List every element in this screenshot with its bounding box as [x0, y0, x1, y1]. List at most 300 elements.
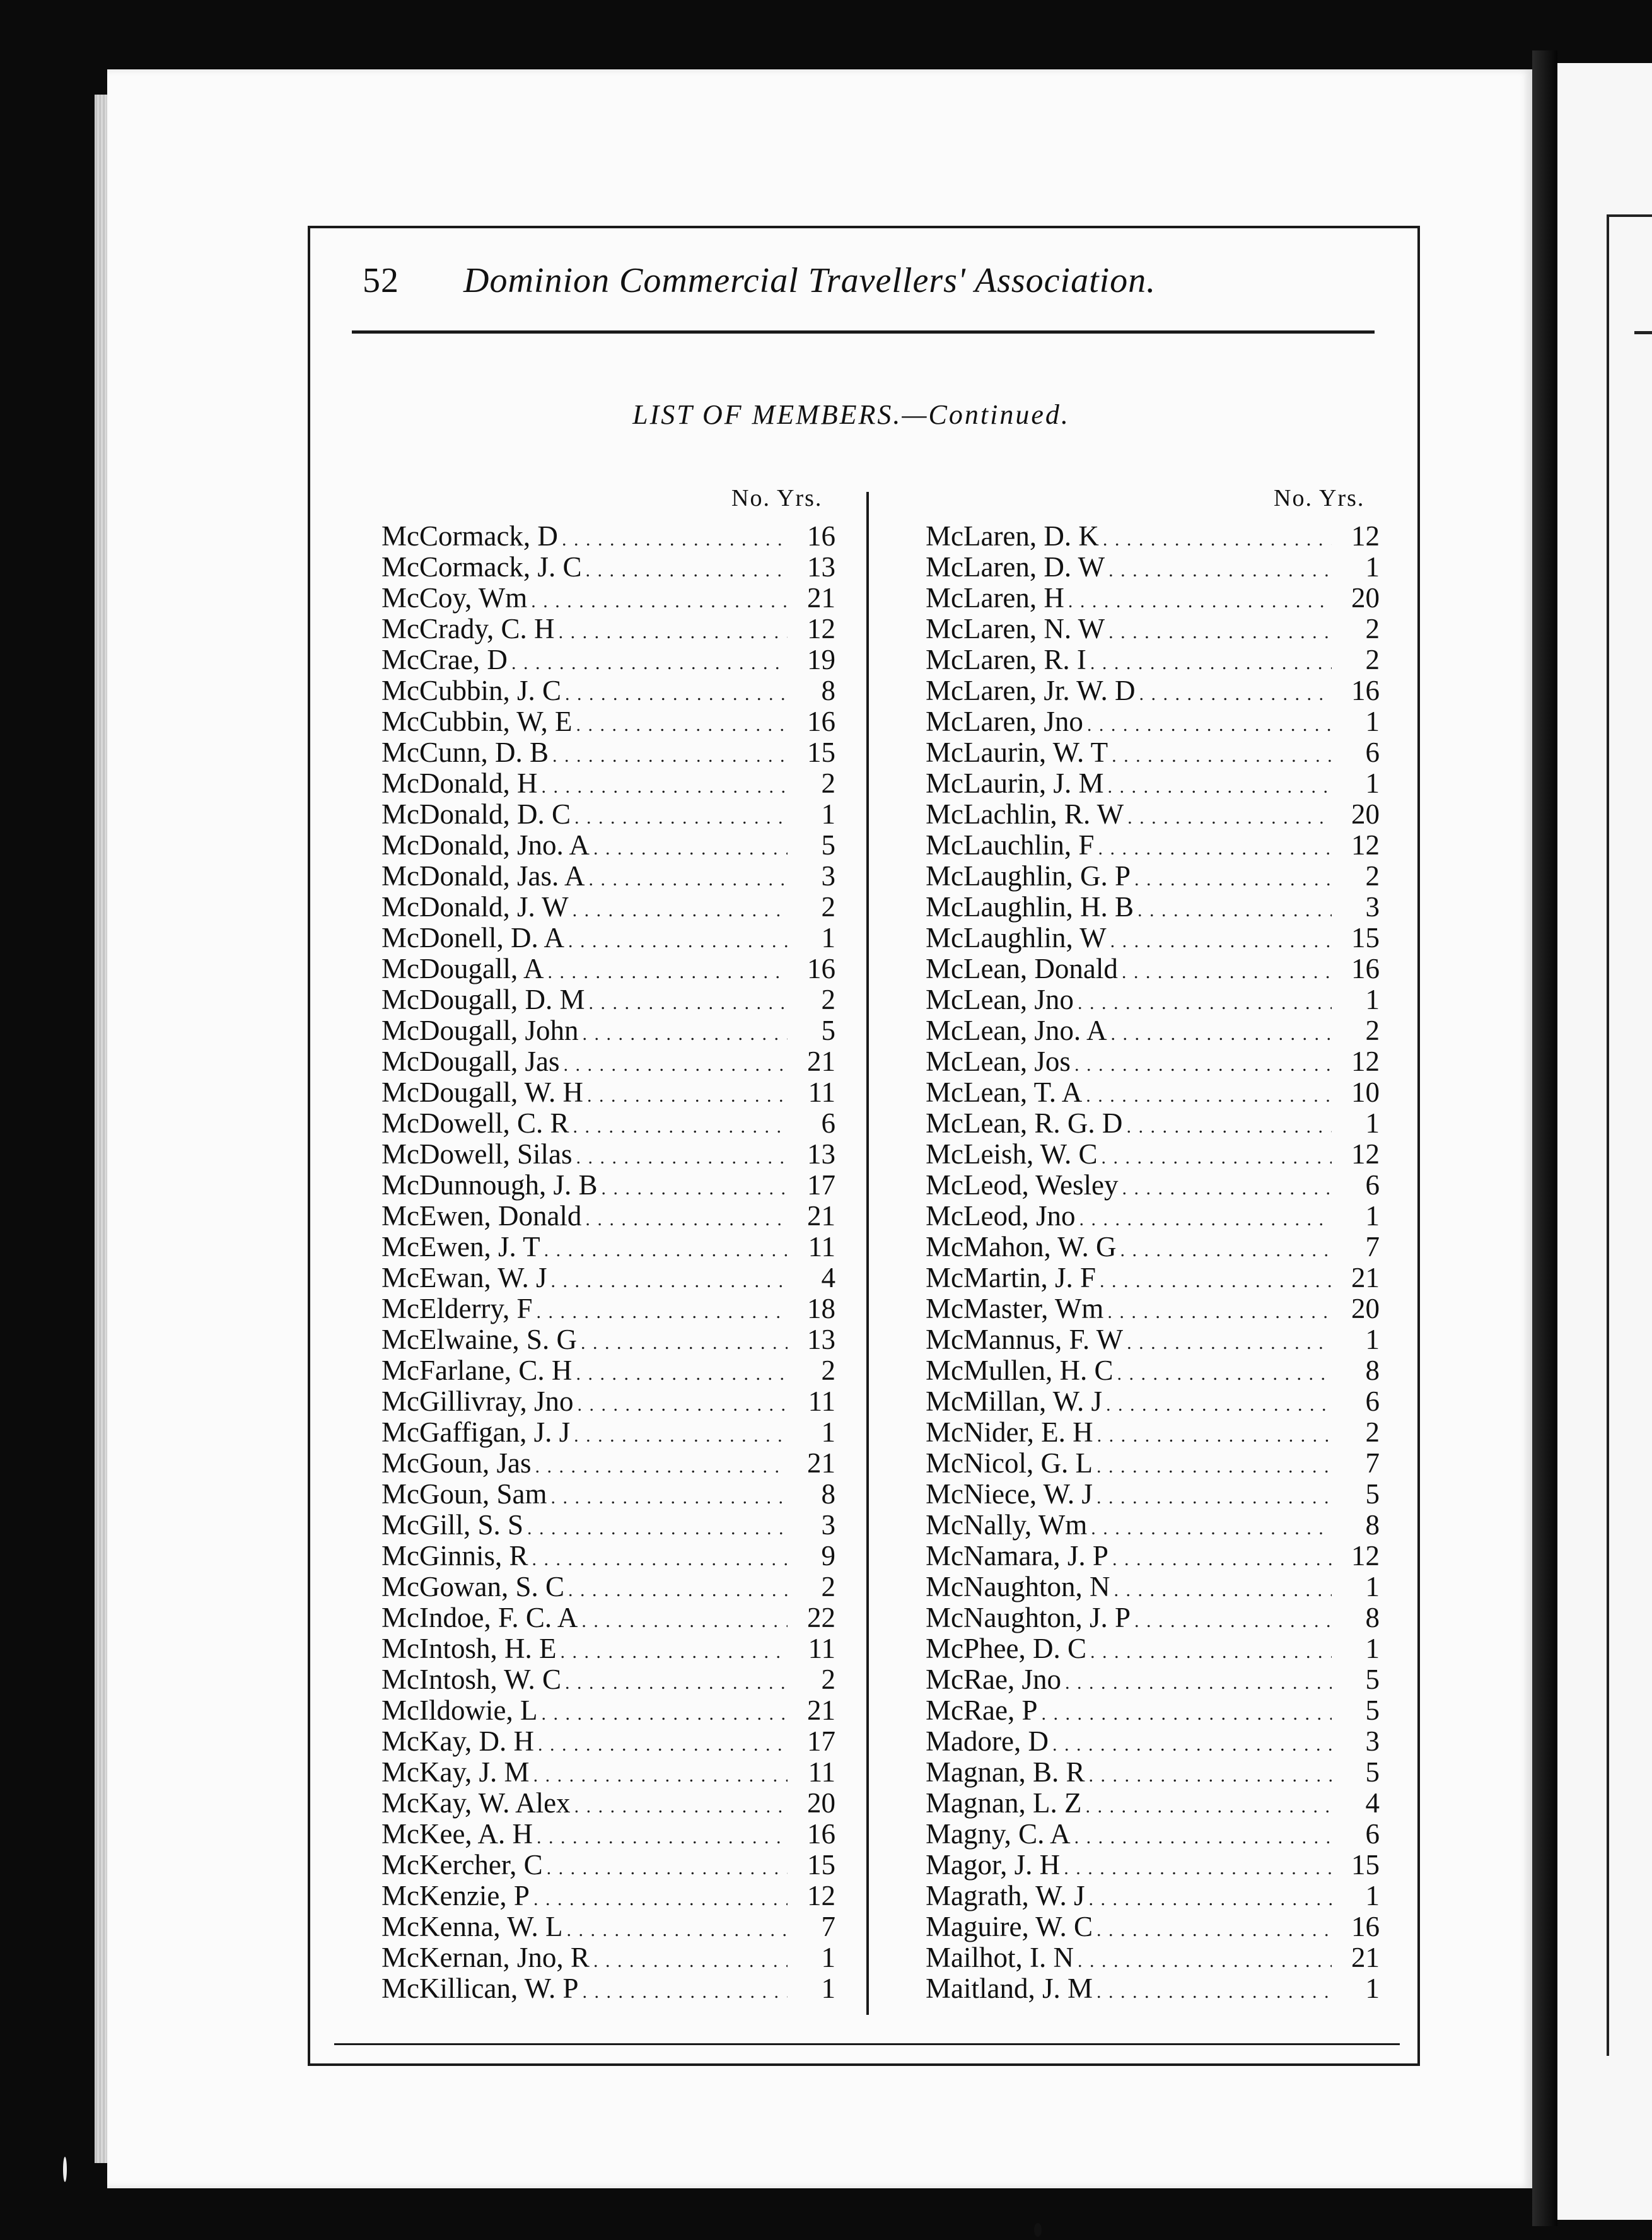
dot-leader — [527, 1510, 788, 1544]
member-name: McIldowie, L — [381, 1695, 538, 1726]
member-entry — [926, 1448, 1380, 1479]
member-years: 21 — [1351, 1262, 1380, 1293]
member-entry — [926, 1324, 1380, 1355]
member-entry — [381, 1386, 835, 1417]
member-name: McDonald, H — [381, 767, 538, 799]
member-entry — [381, 1850, 835, 1881]
member-entry — [381, 861, 835, 892]
member-years: 3 — [1365, 1725, 1380, 1757]
member-entry — [381, 768, 835, 799]
member-name: Magnan, L. Z — [926, 1787, 1082, 1819]
member-years: 12 — [1351, 829, 1380, 861]
dot-leader — [1134, 861, 1332, 895]
member-name: McLaren, D. W — [926, 551, 1105, 583]
dot-leader — [1089, 1881, 1332, 1915]
member-years: 5 — [821, 829, 835, 861]
dot-leader — [568, 1572, 788, 1606]
member-name: McMahon, W. G — [926, 1231, 1117, 1263]
member-name: McLaughlin, G. P — [926, 860, 1131, 892]
member-years: 12 — [1351, 1540, 1380, 1572]
member-years: 7 — [821, 1911, 835, 1942]
member-name: McDowell, Silas — [381, 1138, 573, 1170]
dot-leader — [1096, 1479, 1332, 1513]
member-entry — [926, 1139, 1380, 1170]
dot-leader — [576, 1139, 788, 1173]
member-years: 2 — [821, 984, 835, 1015]
member-years: 13 — [807, 1324, 835, 1355]
member-entry — [926, 1541, 1380, 1572]
member-years: 1 — [821, 798, 835, 830]
member-entry — [926, 675, 1380, 706]
member-years: 5 — [1365, 1695, 1380, 1726]
member-entry — [926, 737, 1380, 768]
member-years: 1 — [1365, 551, 1380, 583]
dot-leader — [574, 799, 788, 833]
member-entry — [926, 1355, 1380, 1386]
member-entry — [926, 830, 1380, 861]
dot-leader — [1089, 1757, 1332, 1791]
member-name: Magrath, W. J — [926, 1880, 1085, 1911]
dot-leader — [1096, 1448, 1332, 1482]
member-years: 21 — [807, 1695, 835, 1726]
member-name: McGillivray, Jno — [381, 1385, 574, 1417]
member-name: McGinnis, R — [381, 1540, 528, 1572]
member-name: McDunnough, J. B — [381, 1169, 598, 1201]
member-years: 1 — [821, 1973, 835, 2004]
dot-leader — [1127, 799, 1332, 833]
member-entry — [381, 737, 835, 768]
member-years: 12 — [807, 1880, 835, 1911]
dot-leader — [581, 1602, 788, 1636]
print-speck — [1034, 2223, 1042, 2237]
dot-leader — [1078, 1942, 1332, 1976]
member-years: 2 — [821, 767, 835, 799]
member-entry — [926, 1232, 1380, 1263]
member-entry — [926, 552, 1380, 583]
member-years: 3 — [821, 1509, 835, 1541]
member-name: McKercher, C — [381, 1849, 543, 1881]
member-years: 2 — [1365, 613, 1380, 645]
member-entry — [381, 799, 835, 830]
member-years: 16 — [1351, 675, 1380, 706]
dot-leader — [1079, 1201, 1332, 1235]
member-name: Magor, J. H — [926, 1849, 1061, 1881]
member-entry — [926, 1695, 1380, 1726]
member-name: Madore, D — [926, 1725, 1049, 1757]
dot-leader — [1100, 1263, 1332, 1297]
member-years: 9 — [821, 1540, 835, 1572]
dot-leader — [547, 1850, 788, 1884]
member-years: 20 — [1351, 582, 1380, 614]
dot-leader — [1052, 1726, 1332, 1760]
dot-leader — [541, 1695, 788, 1729]
dot-leader — [531, 583, 788, 617]
dot-leader — [563, 1046, 788, 1080]
member-entry — [926, 1015, 1380, 1046]
member-name: McIntosh, H. E — [381, 1633, 557, 1664]
member-years: 1 — [1365, 706, 1380, 737]
member-entry — [926, 1263, 1380, 1293]
header-rule — [352, 330, 1375, 334]
member-name: McLachlin, R. W — [926, 798, 1124, 830]
member-entry — [926, 1788, 1380, 1819]
member-years: 6 — [1365, 1385, 1380, 1417]
member-years: 17 — [807, 1169, 835, 1201]
member-name: McMullen, H. C — [926, 1355, 1114, 1386]
member-years: 15 — [1351, 1849, 1380, 1881]
member-name: McLeod, Jno — [926, 1200, 1076, 1232]
member-years: 1 — [1365, 1200, 1380, 1232]
member-name: McPhee, D. C — [926, 1633, 1086, 1664]
dot-leader — [1041, 1695, 1332, 1729]
dot-leader — [1068, 583, 1332, 617]
member-years: 21 — [807, 1046, 835, 1077]
member-entry — [926, 923, 1380, 954]
member-name: McCrady, C. H — [381, 613, 555, 645]
member-years: 6 — [821, 1107, 835, 1139]
member-name: McLaurin, J. M — [926, 767, 1104, 799]
member-name: McCormack, J. C — [381, 551, 582, 583]
member-name: McLean, R. G. D — [926, 1107, 1123, 1139]
member-years: 2 — [821, 891, 835, 923]
member-years: 8 — [1365, 1509, 1380, 1541]
member-years: 2 — [1365, 1015, 1380, 1046]
member-years: 6 — [1365, 1818, 1380, 1850]
member-years: 2 — [821, 1664, 835, 1695]
dot-leader — [537, 1819, 788, 1853]
member-entry — [926, 1850, 1380, 1881]
dot-leader — [1091, 1510, 1332, 1544]
member-years: 1 — [1365, 1107, 1380, 1139]
member-entry — [926, 1942, 1380, 1973]
dot-leader — [573, 892, 788, 926]
column-divider — [866, 492, 869, 2015]
dot-leader — [565, 1664, 788, 1698]
member-name: McIndoe, F. C. A — [381, 1602, 578, 1633]
member-entry — [381, 1541, 835, 1572]
dot-leader — [1087, 706, 1332, 740]
running-title: Dominion Commercial Travellers' Association. — [463, 261, 1156, 300]
dot-leader — [585, 552, 788, 586]
print-speck — [63, 2157, 67, 2182]
member-years: 20 — [1351, 798, 1380, 830]
member-years: 2 — [1365, 644, 1380, 675]
member-name: McDonald, J. W — [381, 891, 569, 923]
dot-leader — [559, 614, 788, 648]
member-years: 1 — [1365, 767, 1380, 799]
dot-leader — [1122, 1170, 1332, 1204]
member-name: McElwaine, S. G — [381, 1324, 577, 1355]
member-years: 16 — [807, 953, 835, 984]
dot-leader — [1065, 1664, 1332, 1698]
member-years: 17 — [807, 1725, 835, 1757]
member-years: 16 — [807, 520, 835, 552]
member-name: McKay, W. Alex — [381, 1787, 571, 1819]
member-name: McDonald, D. C — [381, 798, 571, 830]
member-entry — [381, 1819, 835, 1850]
member-entry — [381, 1417, 835, 1448]
member-years: 13 — [807, 1138, 835, 1170]
dot-leader — [537, 1293, 788, 1327]
member-years: 10 — [1351, 1076, 1380, 1108]
dot-leader — [535, 1448, 788, 1482]
member-entry — [381, 1263, 835, 1293]
member-name: McLean, Jos — [926, 1046, 1071, 1077]
member-years: 13 — [807, 551, 835, 583]
member-name: McKenzie, P — [381, 1880, 530, 1911]
member-years: 2 — [1365, 860, 1380, 892]
member-name: McLaren, N. W — [926, 613, 1105, 645]
member-years: 12 — [1351, 520, 1380, 552]
member-name: McNamara, J. P — [926, 1540, 1108, 1572]
member-entry — [926, 614, 1380, 645]
member-years: 20 — [807, 1787, 835, 1819]
dot-leader — [1107, 1293, 1332, 1327]
member-entry — [381, 1448, 835, 1479]
member-entry — [381, 1324, 835, 1355]
right-column-header: No. Yrs. — [1274, 485, 1365, 511]
dot-leader — [583, 1973, 788, 2007]
dot-leader — [551, 1263, 788, 1297]
member-years: 16 — [807, 1818, 835, 1850]
member-years: 16 — [1351, 1911, 1380, 1942]
dot-leader — [1078, 984, 1332, 1018]
dot-leader — [1134, 1602, 1332, 1636]
member-name: McDougall, Jas — [381, 1046, 560, 1077]
member-name: McFarlane, C. H — [381, 1355, 573, 1386]
member-years: 15 — [1351, 922, 1380, 954]
dot-leader — [1086, 1077, 1332, 1111]
member-entry — [381, 1942, 835, 1973]
dot-leader — [562, 521, 788, 555]
dot-leader — [1102, 1139, 1332, 1173]
dot-leader — [568, 923, 788, 957]
member-name: McDougall, D. M — [381, 984, 585, 1015]
member-name: McGill, S. S — [381, 1509, 524, 1541]
member-name: McLeod, Wesley — [926, 1169, 1119, 1201]
member-name: McLaurin, W. T — [926, 737, 1108, 768]
member-entry — [381, 1479, 835, 1510]
member-entry — [926, 1881, 1380, 1911]
member-entry — [926, 706, 1380, 737]
member-years: 3 — [821, 860, 835, 892]
member-name: McCrae, D — [381, 644, 508, 675]
member-entry — [381, 923, 835, 954]
member-entry — [381, 1881, 835, 1911]
member-name: McGoun, Sam — [381, 1478, 547, 1510]
member-name: McDougall, John — [381, 1015, 579, 1046]
frame-bottom-rule — [334, 2043, 1400, 2045]
dot-leader — [1120, 1232, 1332, 1266]
dot-leader — [544, 1232, 788, 1266]
right-member-list — [926, 521, 1380, 2004]
member-name: McLaren, Jr. W. D — [926, 675, 1136, 706]
member-entry — [381, 1293, 835, 1324]
dot-leader — [547, 954, 788, 988]
facing-page-rule — [1607, 214, 1652, 217]
dot-leader — [588, 861, 788, 895]
member-name: McCunn, D. B — [381, 737, 549, 768]
member-years: 1 — [1365, 1571, 1380, 1602]
member-name: McCubbin, W, E — [381, 706, 573, 737]
member-entry — [926, 1417, 1380, 1448]
member-entry — [926, 1757, 1380, 1788]
member-name: Magny, C. A — [926, 1818, 1071, 1850]
dot-leader — [1114, 1572, 1332, 1606]
member-entry — [926, 861, 1380, 892]
member-name: McCormack, D — [381, 520, 558, 552]
dot-leader — [582, 1015, 788, 1049]
member-years: 1 — [1365, 1324, 1380, 1355]
member-name: McCubbin, J. C — [381, 675, 562, 706]
member-name: McLean, Jno. A — [926, 1015, 1107, 1046]
member-years: 8 — [821, 675, 835, 706]
dot-leader — [1107, 768, 1332, 802]
member-name: McIntosh, W. C — [381, 1664, 562, 1695]
member-years: 21 — [1351, 1942, 1380, 1973]
dot-leader — [574, 1788, 788, 1822]
member-name: McRae, Jno — [926, 1664, 1061, 1695]
member-years: 11 — [808, 1076, 835, 1108]
member-entry — [381, 1201, 835, 1232]
member-name: McGoun, Jas — [381, 1447, 532, 1479]
member-entry — [381, 984, 835, 1015]
dot-leader — [593, 1942, 788, 1976]
member-years: 11 — [808, 1633, 835, 1664]
member-years: 1 — [1365, 984, 1380, 1015]
dot-leader — [1112, 737, 1332, 771]
member-entry — [926, 984, 1380, 1015]
member-name: McNiece, W. J — [926, 1478, 1093, 1510]
dot-leader — [1085, 1788, 1332, 1822]
dot-leader — [533, 1881, 788, 1915]
member-entry — [381, 1108, 835, 1139]
member-name: McDowell, C. R — [381, 1107, 569, 1139]
member-years: 4 — [1365, 1787, 1380, 1819]
member-entry — [926, 1973, 1380, 2004]
member-years: 1 — [821, 922, 835, 954]
member-entry — [926, 768, 1380, 799]
dot-leader — [511, 645, 788, 679]
dot-leader — [1090, 645, 1332, 679]
member-entry — [926, 1201, 1380, 1232]
dot-leader — [1112, 1541, 1332, 1575]
member-entry — [926, 1819, 1380, 1850]
member-entry — [381, 706, 835, 737]
dot-leader — [1096, 1973, 1332, 2007]
dot-leader — [1108, 552, 1332, 586]
member-years: 16 — [807, 706, 835, 737]
member-name: McLean, Donald — [926, 953, 1118, 984]
member-name: McNaughton, N — [926, 1571, 1110, 1602]
member-name: McDonald, Jas. A — [381, 860, 585, 892]
member-name: McKay, J. M — [381, 1756, 530, 1788]
dot-leader — [1090, 1633, 1332, 1667]
dot-leader — [565, 675, 788, 709]
member-years: 8 — [1365, 1602, 1380, 1633]
member-name: McCoy, Wm — [381, 582, 528, 614]
member-entry — [926, 1108, 1380, 1139]
member-entry — [381, 1726, 835, 1757]
member-name: McMartin, J. F — [926, 1262, 1096, 1293]
member-years: 8 — [821, 1478, 835, 1510]
dot-leader — [566, 1911, 788, 1945]
member-entry — [381, 614, 835, 645]
member-name: McEwen, Donald — [381, 1200, 582, 1232]
member-entry — [381, 1911, 835, 1942]
member-name: McNider, E. H — [926, 1416, 1093, 1448]
dot-leader — [1126, 1108, 1332, 1142]
member-name: Maitland, J. M — [926, 1973, 1093, 2004]
member-entry — [381, 892, 835, 923]
member-name: McMannus, F. W — [926, 1324, 1124, 1355]
member-years: 11 — [808, 1756, 835, 1788]
member-entry — [381, 1139, 835, 1170]
member-entry — [926, 1046, 1380, 1077]
member-entry — [381, 1232, 835, 1263]
member-years: 12 — [1351, 1046, 1380, 1077]
member-entry — [381, 645, 835, 675]
member-entry — [926, 1479, 1380, 1510]
member-entry — [381, 1695, 835, 1726]
dot-leader — [1108, 614, 1332, 648]
member-name: McRae, P — [926, 1695, 1038, 1726]
member-entry — [381, 1046, 835, 1077]
facing-page-rule — [1634, 331, 1652, 334]
member-name: McDonell, D. A — [381, 922, 564, 954]
member-entry — [381, 1170, 835, 1201]
member-years: 15 — [807, 737, 835, 768]
member-name: McNally, Wm — [926, 1509, 1088, 1541]
member-years: 5 — [1365, 1478, 1380, 1510]
member-years: 21 — [807, 1447, 835, 1479]
dot-leader — [1139, 675, 1332, 709]
dot-leader — [573, 1108, 788, 1142]
dot-leader — [1122, 954, 1332, 988]
member-years: 5 — [821, 1015, 835, 1046]
dot-leader — [1137, 892, 1332, 926]
member-name: McKernan, Jno, R — [381, 1942, 590, 1973]
member-name: McKee, A. H — [381, 1818, 533, 1850]
member-name: McLaren, H — [926, 582, 1064, 614]
member-years: 2 — [821, 1355, 835, 1386]
member-name: Mailhot, I. N — [926, 1942, 1074, 1973]
member-entry — [926, 799, 1380, 830]
member-name: McGowan, S. C — [381, 1571, 564, 1602]
member-name: McEwen, J. T — [381, 1231, 540, 1263]
section-title: LIST OF MEMBERS.—Continued. — [632, 399, 1070, 430]
left-column-header: No. Yrs. — [731, 485, 823, 511]
member-name: McDougall, A — [381, 953, 544, 984]
member-years: 1 — [1365, 1973, 1380, 2004]
dot-leader — [1110, 923, 1332, 957]
member-years: 20 — [1351, 1293, 1380, 1324]
member-name: McLaughlin, H. B — [926, 891, 1134, 923]
dot-leader — [1127, 1324, 1332, 1358]
dot-leader — [541, 768, 788, 802]
member-entry — [926, 1633, 1380, 1664]
member-name: McMaster, Wm — [926, 1293, 1104, 1324]
member-years: 5 — [1365, 1664, 1380, 1695]
dot-leader — [587, 1077, 788, 1111]
dot-leader — [588, 984, 788, 1018]
member-entry — [926, 1911, 1380, 1942]
member-entry — [926, 1602, 1380, 1633]
member-entry — [381, 583, 835, 614]
member-years: 21 — [807, 1200, 835, 1232]
dot-leader — [1106, 1386, 1332, 1420]
dot-leader — [1096, 1911, 1332, 1945]
